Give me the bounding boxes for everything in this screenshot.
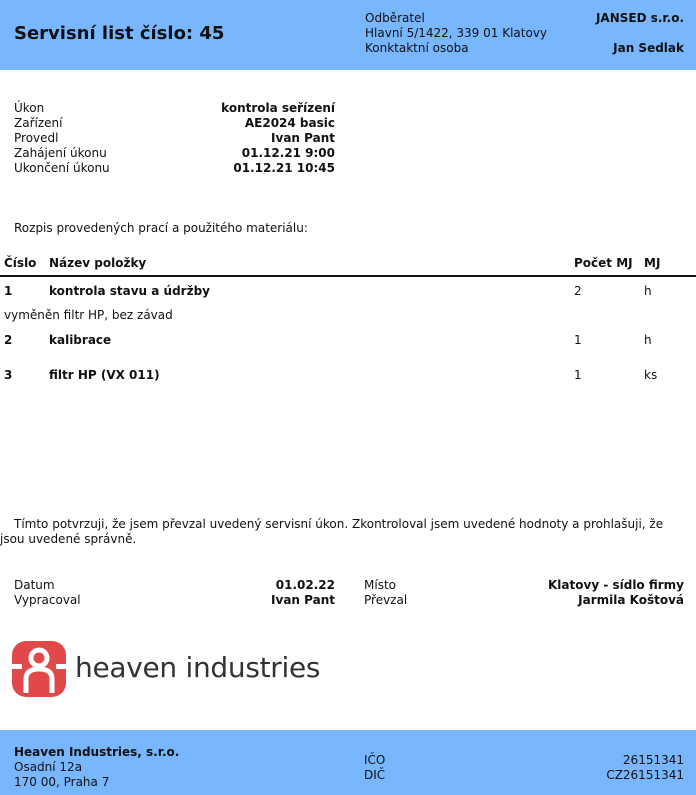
sign-left-block: [14, 578, 335, 608]
page-title: Servisní list číslo: 45: [14, 23, 225, 44]
row-name: kontrola stavu a údržby: [49, 284, 210, 298]
service-info: [14, 101, 335, 176]
table-row: [0, 368, 696, 383]
col-qty-header: Počet MJ: [574, 256, 633, 270]
received-label: Převzal: [364, 593, 408, 607]
table-row: [0, 333, 696, 348]
info-row-device: [14, 116, 335, 131]
ico-label: IČO: [364, 753, 386, 767]
row-unit: h: [644, 333, 652, 347]
received-value: Jarmila Koštová: [578, 593, 684, 607]
row-qty: 1: [574, 368, 582, 382]
row-unit: h: [644, 284, 652, 298]
row-number: 1: [4, 284, 13, 298]
footer-city: 170 00, Praha 7: [14, 775, 110, 789]
footer-street: Osadní 12a: [14, 760, 83, 774]
company-logo: [12, 641, 321, 699]
row-name: kalibrace: [49, 333, 112, 347]
row-note: vyměněn filtr HP, bez závad: [4, 308, 173, 322]
table-row: [0, 284, 696, 299]
contact-name: Jan Sedlak: [613, 41, 684, 55]
date-label: Datum: [14, 578, 55, 592]
footer-ids: [364, 753, 684, 783]
footer-band: [0, 730, 696, 795]
customer-address: Hlavní 5/1422, 339 01 Klatovy: [365, 26, 548, 40]
footer-company: Heaven Industries, s.r.o.: [14, 745, 180, 759]
info-row-end: [14, 161, 335, 176]
row-qty: 1: [574, 333, 582, 347]
info-label: Zařízení: [14, 116, 63, 130]
place-value: Klatovy - sídlo firmy: [548, 578, 684, 592]
col-number-header: Číslo: [4, 256, 37, 270]
info-label: Zahájení úkonu: [14, 146, 107, 160]
info-row-task: [14, 101, 335, 116]
customer-block: [365, 11, 684, 56]
footer-address: [14, 745, 179, 790]
row-number: 3: [4, 368, 13, 382]
row-number: 2: [4, 333, 13, 347]
contact-label: Konktaktní osoba: [365, 41, 469, 55]
dic-value: CZ26151341: [606, 768, 684, 782]
info-row-technician: [14, 131, 335, 146]
row-qty: 2: [574, 284, 582, 298]
info-value: Ivan Pant: [271, 131, 335, 145]
col-name-header: Název položky: [49, 256, 147, 270]
prepared-value: Ivan Pant: [271, 593, 335, 607]
info-value: kontrola seřízení: [221, 101, 335, 115]
place-label: Místo: [364, 578, 396, 592]
date-value: 01.02.22: [275, 578, 335, 592]
sign-right-block: [364, 578, 684, 608]
ico-value: 26151341: [622, 753, 684, 767]
info-row-start: [14, 146, 335, 161]
info-value: AE2024 basic: [244, 116, 335, 130]
customer-name: JANSED s.r.o.: [595, 11, 684, 25]
logo-text: heaven industries: [75, 651, 321, 684]
info-value: 01.12.21 10:45: [233, 161, 335, 175]
row-name: filtr HP (VX 011): [49, 368, 160, 382]
row-unit: ks: [644, 368, 658, 382]
confirmation-text: Tímto potvrzuji, že jsem převzal uvedený servisní úkon. Zkontroloval jsem uvedené hodnoty a prohlašuji, že jsou uvedené správně.: [0, 517, 664, 546]
header-band: [0, 0, 696, 70]
info-label: Úkon: [14, 101, 45, 115]
info-label: Provedl: [14, 131, 59, 145]
col-unit-header: MJ: [644, 256, 661, 270]
info-value: 01.12.21 9:00: [241, 146, 335, 160]
info-label: Ukončení úkonu: [14, 161, 110, 175]
customer-label: Odběratel: [365, 11, 425, 25]
logo-mark-icon: [12, 641, 70, 699]
table-header: [0, 255, 696, 277]
prepared-label: Vypracoval: [14, 593, 81, 607]
dic-label: DIČ: [364, 768, 386, 782]
work-intro: Rozpis provedených prací a použitého materiálu:: [14, 221, 308, 235]
